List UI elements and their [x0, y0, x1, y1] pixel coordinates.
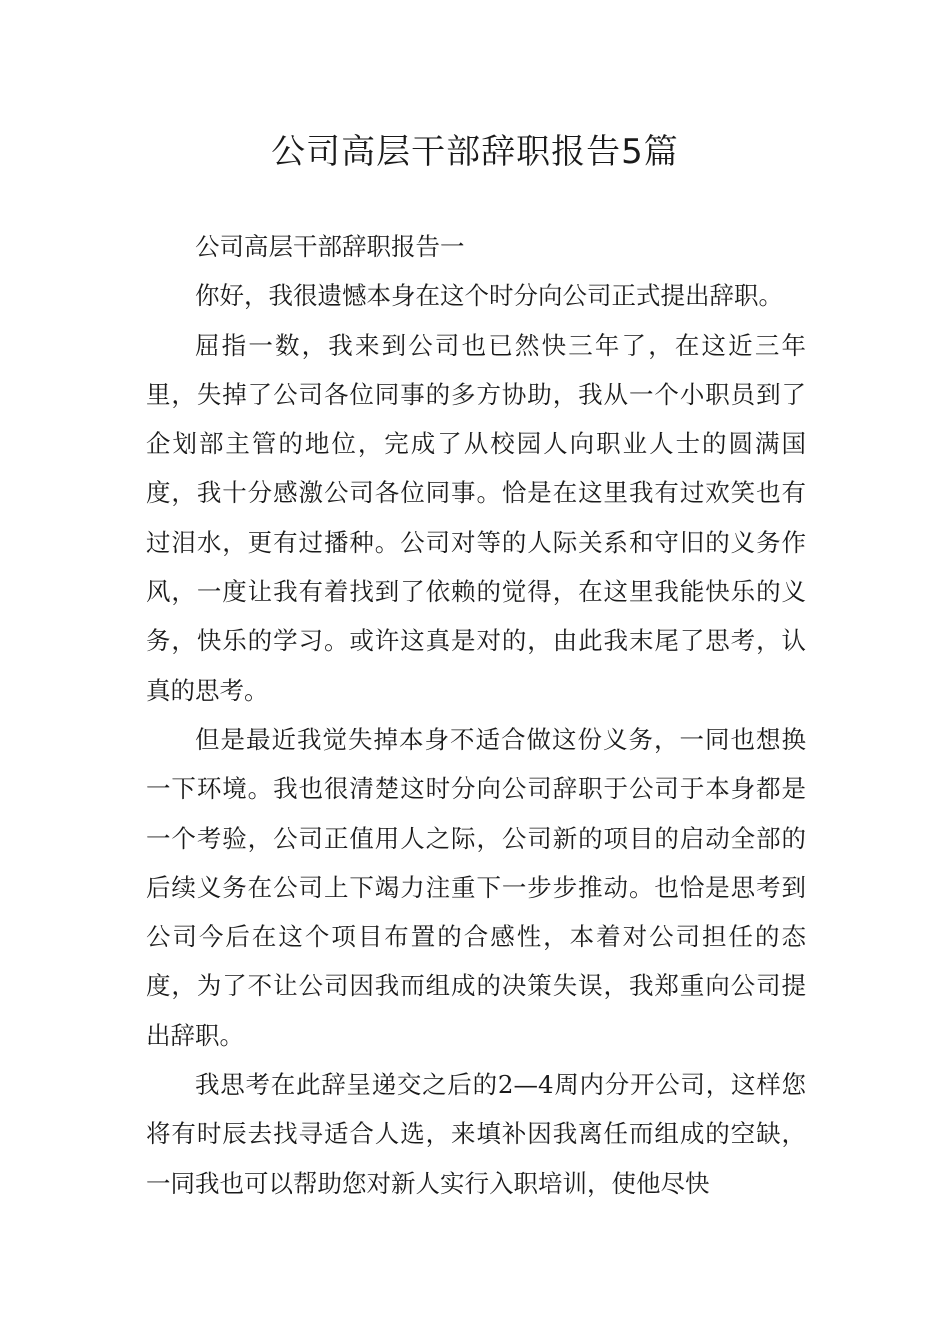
document-title: 公司高层干部辞职报告5篇 [271, 132, 679, 172]
paragraph: 你好，我很遗憾本身在这个时分向公司正式提出辞职。 [195, 281, 783, 311]
paragraph: 但是最近我觉失掉本身不适合做这份义务，一同也想换一下环境。我也很清楚这时分向公司辞职于公司于本身都是一个考验，公司正值用人之际，公司新的项目的启动全部的后续义务在公司上下竭力注重下一步步推动。也恰是思考到公司今后在这个项目布置的合感性，本着对公司担任的态度，为了不让公司因我而组成的决策失误，我郑重向公司提出辞职。 [146, 724, 806, 1050]
paragraph: 屈指一数，我来到公司也已然快三年了，在这近三年里，失掉了公司各位同事的多方协助，我从一个小职员到了企划部主管的地位，完成了从校园人向职业人士的圆满国度，我十分感激公司各位同事。恰是在这里我有过欢笑也有过泪水，更有过播种。公司对等的人际关系和守旧的义务作风，一度让我有着找到了依赖的觉得，在这里我能快乐的义务，快乐的学习。或许这真是对的，由此我末尾了思考，认真的思考。 [146, 330, 806, 705]
paragraph: 我思考在此辞呈递交之后的2—4周内分开公司，这样您将有时辰去找寻适合人选，来填补因我离任而组成的空缺，一同我也可以帮助您对新人实行入职培训，使他尽快 [146, 1070, 806, 1198]
section-heading: 公司高层干部辞职报告一 [195, 232, 465, 261]
document-body [146, 222, 806, 1208]
